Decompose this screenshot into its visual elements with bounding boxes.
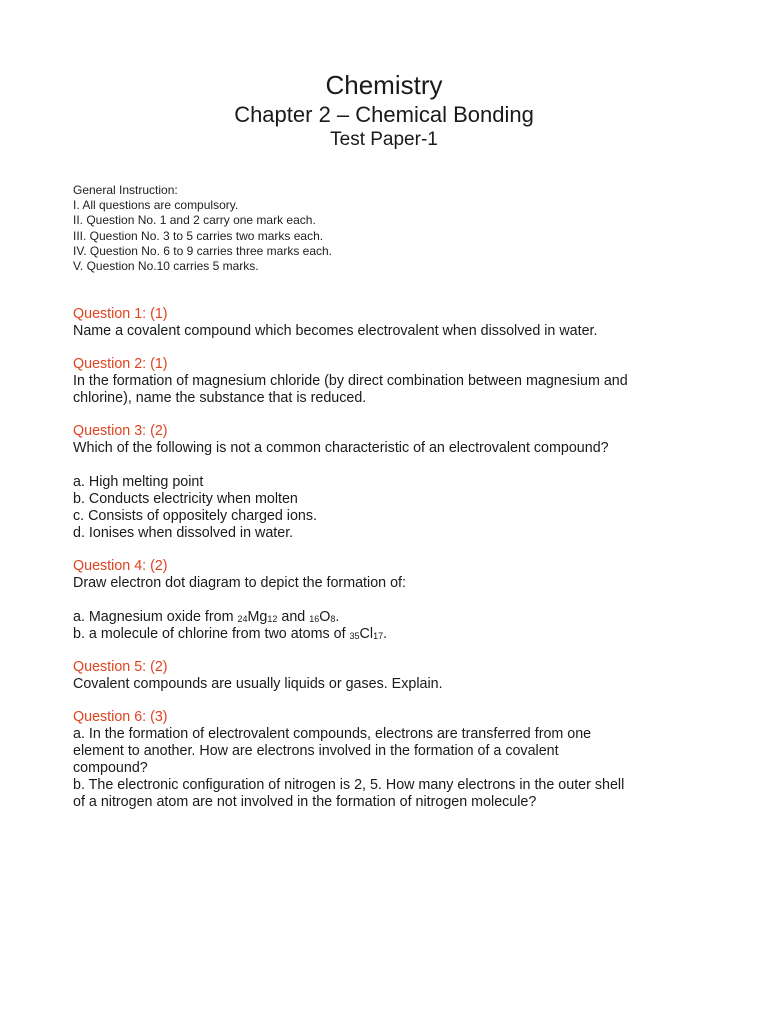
question-3 xyxy=(73,423,703,542)
question-2 xyxy=(73,356,703,407)
question-label: Question 2: (1) xyxy=(73,356,168,372)
question-label: Question 1: (1) xyxy=(73,306,168,322)
mg-symbol: Mg xyxy=(247,609,268,625)
cl-atomic-number: 17 xyxy=(373,631,384,641)
o-symbol: O xyxy=(319,609,331,625)
sub-question-a-suffix: . xyxy=(335,609,340,625)
option-d: d. Ionises when dissolved in water. xyxy=(73,525,294,541)
instruction-item: III. Question No. 3 to 5 carries two marks each. xyxy=(73,228,324,243)
cl-mass-number: 35 xyxy=(349,631,360,641)
question-text-line: element to another. How are electrons involved in the formation of a covalent xyxy=(73,743,559,759)
question-label: Question 6: (3) xyxy=(73,709,168,725)
sub-question-a xyxy=(73,609,703,626)
sub-questions xyxy=(73,609,703,643)
question-text: Covalent compounds are usually liquids or gases. Explain. xyxy=(73,676,443,692)
question-text-line: of a nitrogen atom are not involved in the formation of nitrogen molecule? xyxy=(73,794,537,810)
instruction-item: V. Question No.10 carries 5 marks. xyxy=(73,259,259,274)
question-5 xyxy=(73,659,703,693)
instruction-item: II. Question No. 1 and 2 carry one mark each. xyxy=(73,213,316,228)
o-mass-number: 16 xyxy=(309,614,320,624)
sub-question-b-prefix: b. a molecule of chlorine from two atoms of xyxy=(73,626,350,642)
page-title: Chemistry xyxy=(325,70,443,100)
question-label: Question 5: (2) xyxy=(73,659,168,675)
question-label: Question 3: (2) xyxy=(73,423,168,439)
question-text: Which of the following is not a common characteristic of an electrovalent compound? xyxy=(73,440,609,456)
question-label: Question 4: (2) xyxy=(73,558,168,574)
question-4 xyxy=(73,558,703,643)
question-text: Name a covalent compound which becomes electrovalent when dissolved in water. xyxy=(73,323,598,339)
instruction-item: I. All questions are compulsory. xyxy=(73,198,239,213)
mg-mass-number: 24 xyxy=(237,614,248,624)
sub-question-a-prefix: a. Magnesium oxide from xyxy=(73,609,238,625)
o-atomic-number: 8 xyxy=(330,614,336,624)
question-text: Draw electron dot diagram to depict the formation of: xyxy=(73,575,406,591)
questions-list xyxy=(73,306,703,827)
question-text-line: b. The electronic configuration of nitrogen is 2, 5. How many electrons in the outer shell xyxy=(73,777,625,793)
instruction-item: IV. Question No. 6 to 9 carries three marks each. xyxy=(73,243,333,258)
connector-text: and xyxy=(277,609,310,625)
sub-question-b xyxy=(73,626,703,643)
option-b: b. Conducts electricity when molten xyxy=(73,491,298,507)
instructions-heading: General Instruction: xyxy=(73,183,178,197)
question-text-line: In the formation of magnesium chloride (by direct combination between magnesium and xyxy=(73,373,628,389)
general-instructions xyxy=(73,183,693,274)
question-text-line: compound? xyxy=(73,760,148,776)
paper-title: Test Paper-1 xyxy=(330,129,438,150)
question-1 xyxy=(73,306,703,340)
question-6 xyxy=(73,709,703,811)
option-a: a. High melting point xyxy=(73,474,204,490)
answer-options xyxy=(73,474,703,542)
chapter-title: Chapter 2 – Chemical Bonding xyxy=(234,102,534,127)
cl-symbol: Cl xyxy=(359,626,374,642)
mg-atomic-number: 12 xyxy=(267,614,278,624)
question-text-line: chlorine), name the substance that is reduced. xyxy=(73,390,367,406)
sub-question-b-suffix: . xyxy=(383,626,388,642)
option-c: c. Consists of oppositely charged ions. xyxy=(73,508,317,524)
question-text-line: a. In the formation of electrovalent compounds, electrons are transferred from one xyxy=(73,726,592,742)
